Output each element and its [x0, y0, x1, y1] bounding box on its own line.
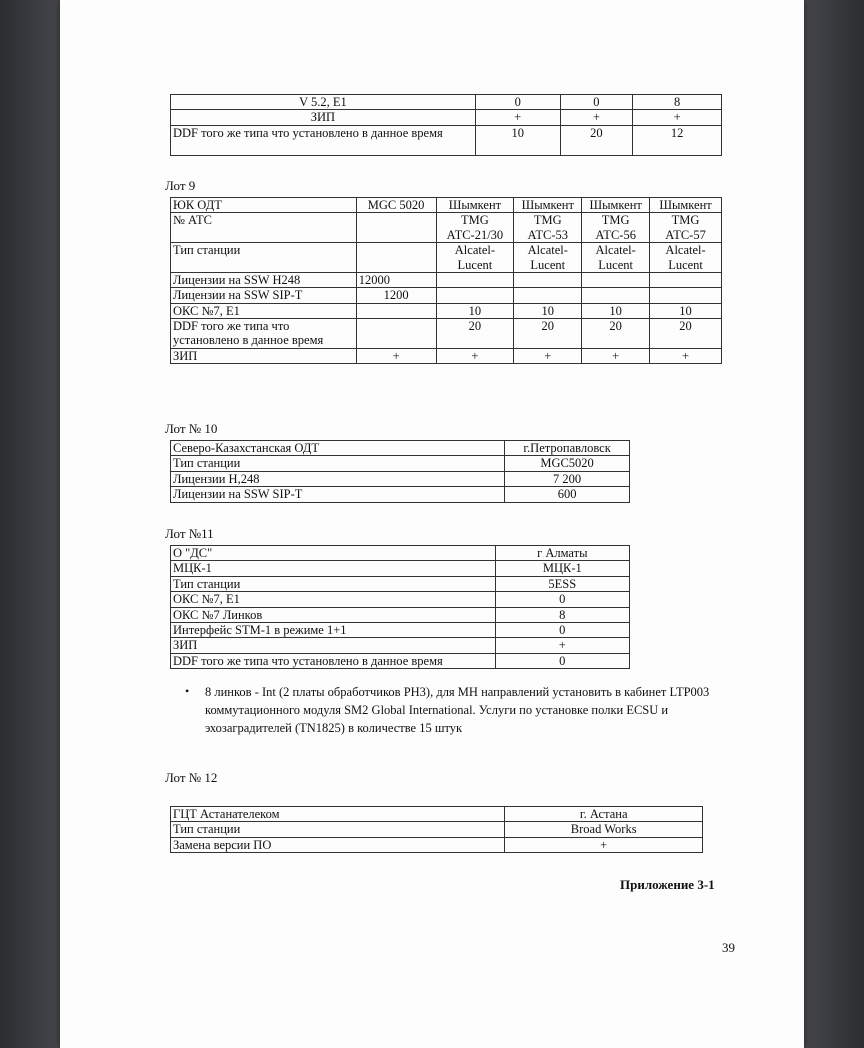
table-cell: 1200 [356, 288, 436, 303]
table-cell: 20 [560, 125, 633, 155]
bullet-icon: • [185, 684, 190, 698]
table-cell: Broad Works [505, 822, 703, 837]
table-cell [514, 288, 582, 303]
table-cell: + [650, 348, 722, 363]
table-row [171, 837, 703, 852]
table-cell: 20 [582, 319, 650, 349]
table-row [171, 561, 630, 576]
table-cell: 0 [560, 95, 633, 110]
table-cell: 10 [514, 303, 582, 318]
lot10-title: Лот № 10 [165, 421, 218, 436]
lot11-title: Лот №11 [165, 526, 214, 541]
table-cell: МЦК-1 [171, 561, 496, 576]
table-cell: 0 [495, 622, 629, 637]
table-cell: Лицензии на SSW SIP-T [171, 487, 505, 502]
table-row [171, 638, 630, 653]
table-cell: № АТС [171, 213, 357, 243]
table-cell: TMG АТС-53 [514, 213, 582, 243]
table-row [171, 456, 630, 471]
table-cell: 10 [436, 303, 514, 318]
table-cell: Лицензии на SSW H248 [171, 272, 357, 287]
lot11-table [170, 545, 630, 669]
table-cell: 20 [436, 319, 514, 349]
table-cell: TMG АТС-21/30 [436, 213, 514, 243]
table-cell: 10 [650, 303, 722, 318]
table-cell: 8 [495, 607, 629, 622]
table-cell: г.Петропавловск [505, 441, 630, 456]
table-cell: г. Астана [505, 807, 703, 822]
table-cell: г Алматы [495, 546, 629, 561]
table-row [171, 622, 630, 637]
table-row [171, 471, 630, 486]
table-cell: Тип станции [171, 456, 505, 471]
table-cell: Alcatel- Lucent [514, 243, 582, 273]
table-cell [436, 272, 514, 287]
table-cell: MGC 5020 [356, 198, 436, 213]
table-cell: DDF того же типа что установлено в данное время [171, 653, 496, 668]
table-cell: TMG АТС-57 [650, 213, 722, 243]
table-cell: Alcatel- Lucent [650, 243, 722, 273]
table-cell: DDF того же типа что установлено в данное время [171, 319, 357, 349]
lot12-title: Лот № 12 [165, 770, 218, 785]
table-cell: Alcatel- Lucent [436, 243, 514, 273]
table-row [171, 272, 722, 287]
table-cell: + [582, 348, 650, 363]
table-cell: 10 [582, 303, 650, 318]
table-row [171, 807, 703, 822]
table-cell: 8 [633, 95, 722, 110]
table-row [171, 592, 630, 607]
table-cell: Лицензии на SSW SIP-T [171, 288, 357, 303]
table-cell: Интерфейс STM-1 в режиме 1+1 [171, 622, 496, 637]
table-row [171, 288, 722, 303]
table-cell [514, 272, 582, 287]
top-continuation-table [170, 94, 722, 156]
viewer-left-margin [0, 0, 60, 1048]
table-cell [650, 272, 722, 287]
table-row [171, 653, 630, 668]
table-cell: + [560, 110, 633, 125]
table-cell [356, 303, 436, 318]
table-cell: 12000 [356, 272, 436, 287]
lot9-title: Лот 9 [165, 178, 196, 193]
table-cell: ОКС №7, Е1 [171, 303, 357, 318]
table-cell: + [633, 110, 722, 125]
page-number: 39 [722, 940, 735, 955]
table-row [171, 213, 722, 243]
table-cell: 20 [514, 319, 582, 349]
table-cell: 0 [495, 592, 629, 607]
table-row [171, 348, 722, 363]
table-row [171, 243, 722, 273]
table-row [171, 198, 722, 213]
table-cell [582, 272, 650, 287]
table-cell: Лицензии H,248 [171, 471, 505, 486]
table-cell [650, 288, 722, 303]
table-cell: DDF того же типа что установлено в данное время [171, 125, 476, 155]
table-cell [356, 243, 436, 273]
viewer-right-margin [804, 0, 864, 1048]
table-cell: + [495, 638, 629, 653]
table-cell: Тип станции [171, 576, 496, 591]
table-row [171, 319, 722, 349]
table-cell: 12 [633, 125, 722, 155]
table-cell: ГЦТ Астанателеком [171, 807, 505, 822]
table-cell: Северо-Казахстанская ОДТ [171, 441, 505, 456]
table-row [171, 607, 630, 622]
table-cell: + [436, 348, 514, 363]
table-cell: ОКС №7 Линков [171, 607, 496, 622]
table-row [171, 125, 722, 155]
table-row [171, 441, 630, 456]
table-cell: ОКС №7, Е1 [171, 592, 496, 607]
table-row [171, 110, 722, 125]
table-cell: Шымкент [436, 198, 514, 213]
lot12-table [170, 806, 703, 853]
table-cell: Шымкент [650, 198, 722, 213]
table-cell: Шымкент [582, 198, 650, 213]
table-cell [582, 288, 650, 303]
table-cell: ЮК ОДТ [171, 198, 357, 213]
table-cell: Шымкент [514, 198, 582, 213]
table-cell: Тип станции [171, 822, 505, 837]
table-row [171, 303, 722, 318]
table-cell: Alcatel- Lucent [582, 243, 650, 273]
table-cell: + [475, 110, 560, 125]
table-row [171, 822, 703, 837]
table-cell: 10 [475, 125, 560, 155]
table-cell: Тип станции [171, 243, 357, 273]
table-cell: + [505, 837, 703, 852]
table-cell: 5ESS [495, 576, 629, 591]
table-row [171, 487, 630, 502]
appendix-label: Приложение 3-1 [620, 877, 715, 892]
table-cell [356, 213, 436, 243]
table-cell: 0 [495, 653, 629, 668]
table-cell: 600 [505, 487, 630, 502]
table-cell: 0 [475, 95, 560, 110]
table-cell [436, 288, 514, 303]
lot10-table [170, 440, 630, 503]
table-cell: О "ДС" [171, 546, 496, 561]
lot9-table [170, 197, 722, 364]
table-cell: МЦК-1 [495, 561, 629, 576]
table-cell: 7 200 [505, 471, 630, 486]
table-cell: 20 [650, 319, 722, 349]
table-cell: + [514, 348, 582, 363]
lot11-note: 8 линков - Int (2 платы обработчиков PH3), для МН направлений установить в кабинет LTP003 коммутационного модуля SM2 Global International. Услуги по установке полки ECSU и эхозаградителей (TN1825) в количестве 15 штук [205, 685, 710, 736]
table-cell: TMG АТС-56 [582, 213, 650, 243]
table-cell: ЗИП [171, 348, 357, 363]
table-cell: V 5.2, E1 [171, 95, 476, 110]
table-row [171, 95, 722, 110]
table-row [171, 546, 630, 561]
table-cell: Замена версии ПО [171, 837, 505, 852]
table-cell: ЗИП [171, 110, 476, 125]
table-cell: ЗИП [171, 638, 496, 653]
table-cell: + [356, 348, 436, 363]
table-row [171, 576, 630, 591]
table-cell: MGC5020 [505, 456, 630, 471]
table-cell [356, 319, 436, 349]
